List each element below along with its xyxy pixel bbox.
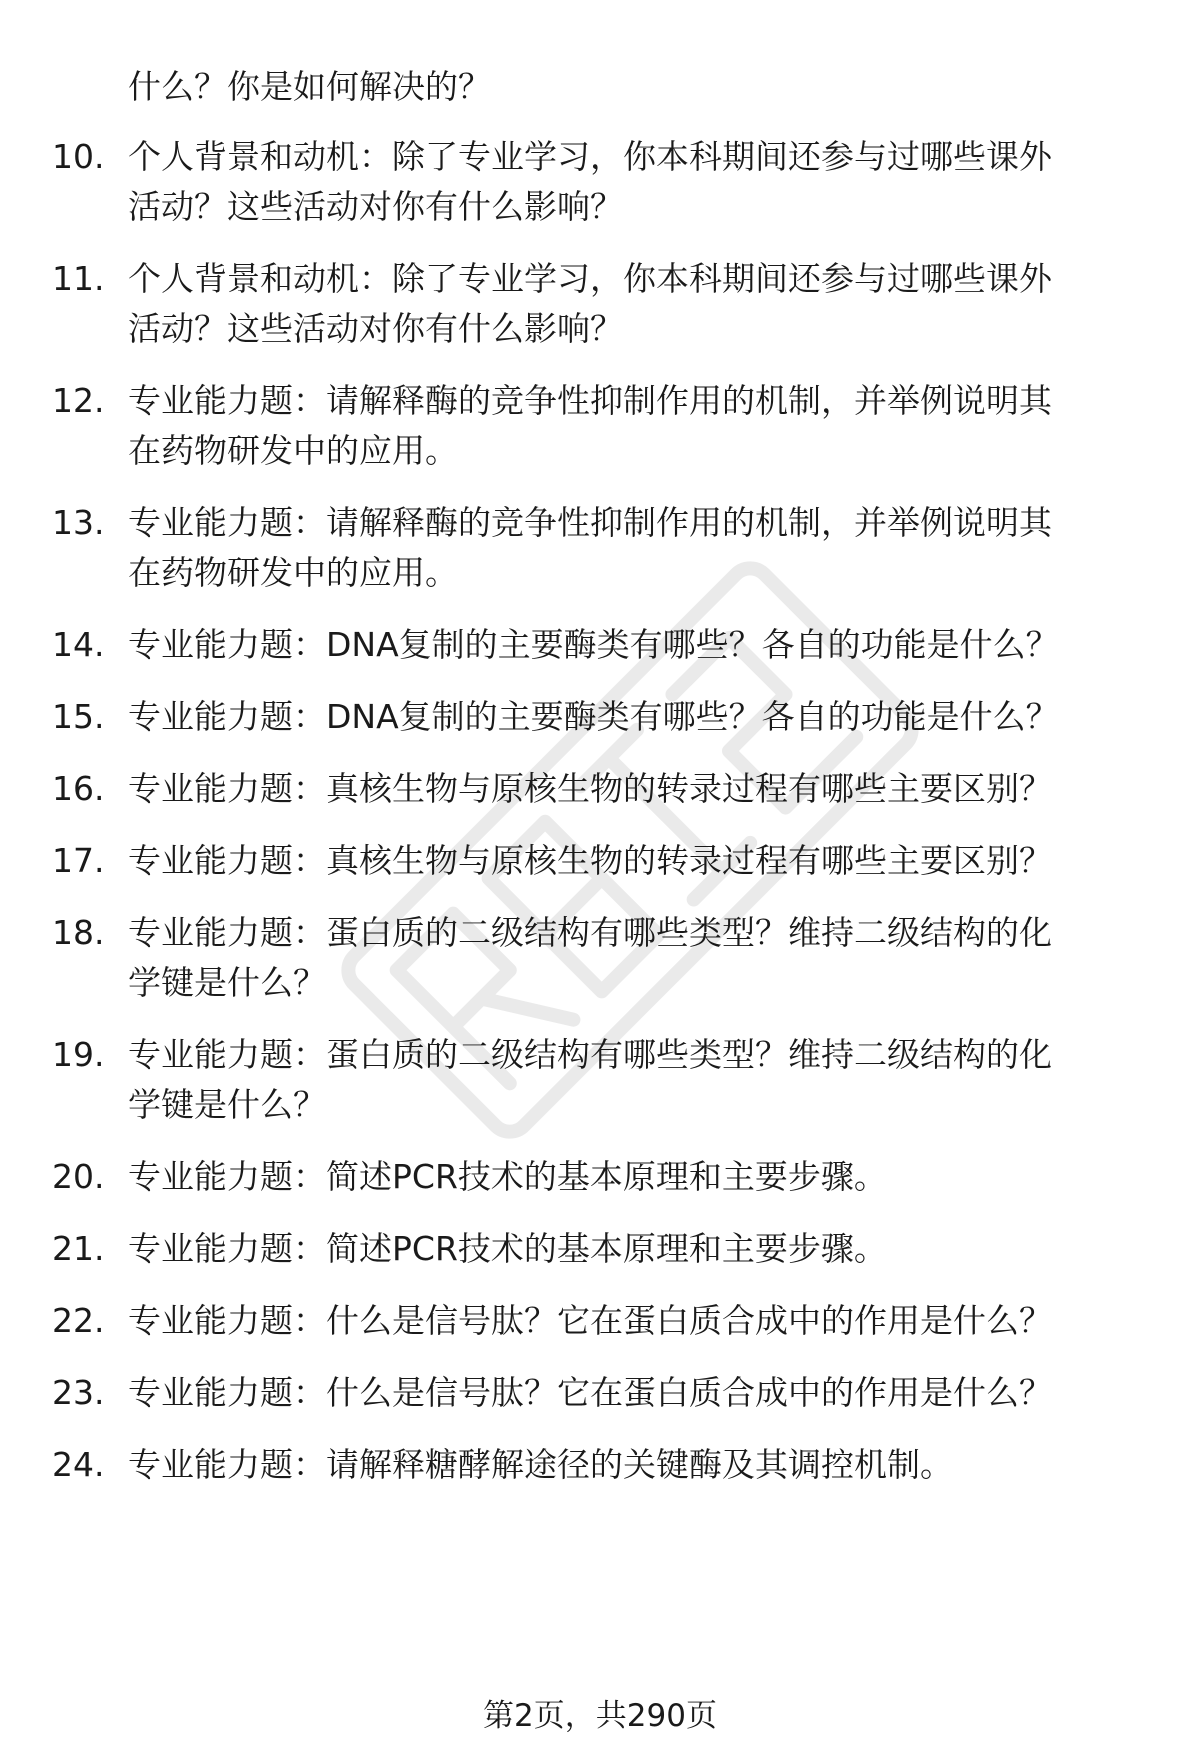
- question-number: 14.: [52, 625, 105, 664]
- question-text-line: 活动？这些活动对你有什么影响？: [128, 187, 623, 226]
- question-number: 12.: [52, 381, 105, 420]
- page-footer: 第2页，共290页: [483, 1698, 717, 1734]
- question-number: 23.: [52, 1373, 105, 1412]
- question-text: [128, 1030, 1152, 1130]
- question-text: [128, 1296, 1152, 1346]
- question-text: [128, 764, 1152, 814]
- question-number: 20.: [52, 1157, 105, 1196]
- question-number: 10.: [52, 137, 105, 176]
- question-text-line: 专业能力题：真核生物与原核生物的转录过程有哪些主要区别？: [128, 769, 1052, 808]
- question-text-line: 专业能力题：真核生物与原核生物的转录过程有哪些主要区别？: [128, 841, 1052, 880]
- question-text-line: 专业能力题：请解释糖酵解途径的关键酶及其调控机制。: [128, 1445, 953, 1484]
- question-number: 18.: [52, 913, 105, 952]
- question-text-line: 在药物研发中的应用。: [128, 553, 458, 592]
- question-text-line: 个人背景和动机：除了专业学习，你本科期间还参与过哪些课外: [128, 137, 1052, 176]
- question-text-line: 个人背景和动机：除了专业学习，你本科期间还参与过哪些课外: [128, 259, 1052, 298]
- question-text: [128, 376, 1152, 476]
- question-text-line: 学键是什么？: [128, 963, 326, 1002]
- question-text: [128, 836, 1152, 886]
- question-number: 21.: [52, 1229, 105, 1268]
- question-text-line: 专业能力题：什么是信号肽？它在蛋白质合成中的作用是什么？: [128, 1301, 1052, 1340]
- question-text-line: 专业能力题：请解释酶的竞争性抑制作用的机制，并举例说明其: [128, 381, 1052, 420]
- question-text: [128, 908, 1152, 1008]
- question-number: 13.: [52, 503, 105, 542]
- question-number: 19.: [52, 1035, 105, 1074]
- question-number: 24.: [52, 1445, 105, 1484]
- question-text: [128, 620, 1152, 670]
- question-text-line: 学键是什么？: [128, 1085, 326, 1124]
- question-text: [128, 1224, 1152, 1274]
- question-text: [128, 692, 1152, 742]
- question-text-line: 专业能力题：DNA复制的主要酶类有哪些？各自的功能是什么？: [128, 625, 1059, 664]
- question-text: [128, 254, 1152, 354]
- question-number: 22.: [52, 1301, 105, 1340]
- question-text: [128, 498, 1152, 598]
- question-text-line: 专业能力题：什么是信号肽？它在蛋白质合成中的作用是什么？: [128, 1373, 1052, 1412]
- question-text-line: 专业能力题：简述PCR技术的基本原理和主要步骤。: [128, 1157, 887, 1196]
- question-text: [128, 1368, 1152, 1418]
- question-number: 11.: [52, 259, 105, 298]
- question-text-line: 活动？这些活动对你有什么影响？: [128, 309, 623, 348]
- question-text-line: 专业能力题：蛋白质的二级结构有哪些类型？维持二级结构的化: [128, 913, 1052, 952]
- question-text: [128, 1152, 1152, 1202]
- question-number: 16.: [52, 769, 105, 808]
- question-text-line: 在药物研发中的应用。: [128, 431, 458, 470]
- question-text-line: 专业能力题：简述PCR技术的基本原理和主要步骤。: [128, 1229, 887, 1268]
- question-continuation-line: 什么？你是如何解决的？: [128, 67, 491, 106]
- question-number: 15.: [52, 697, 105, 736]
- question-text-line: 专业能力题：DNA复制的主要酶类有哪些？各自的功能是什么？: [128, 697, 1059, 736]
- question-text-line: 专业能力题：请解释酶的竞争性抑制作用的机制，并举例说明其: [128, 503, 1052, 542]
- question-text: [128, 132, 1152, 232]
- question-text-line: 专业能力题：蛋白质的二级结构有哪些类型？维持二级结构的化: [128, 1035, 1052, 1074]
- question-number: 17.: [52, 841, 105, 880]
- question-text: [128, 1440, 1152, 1490]
